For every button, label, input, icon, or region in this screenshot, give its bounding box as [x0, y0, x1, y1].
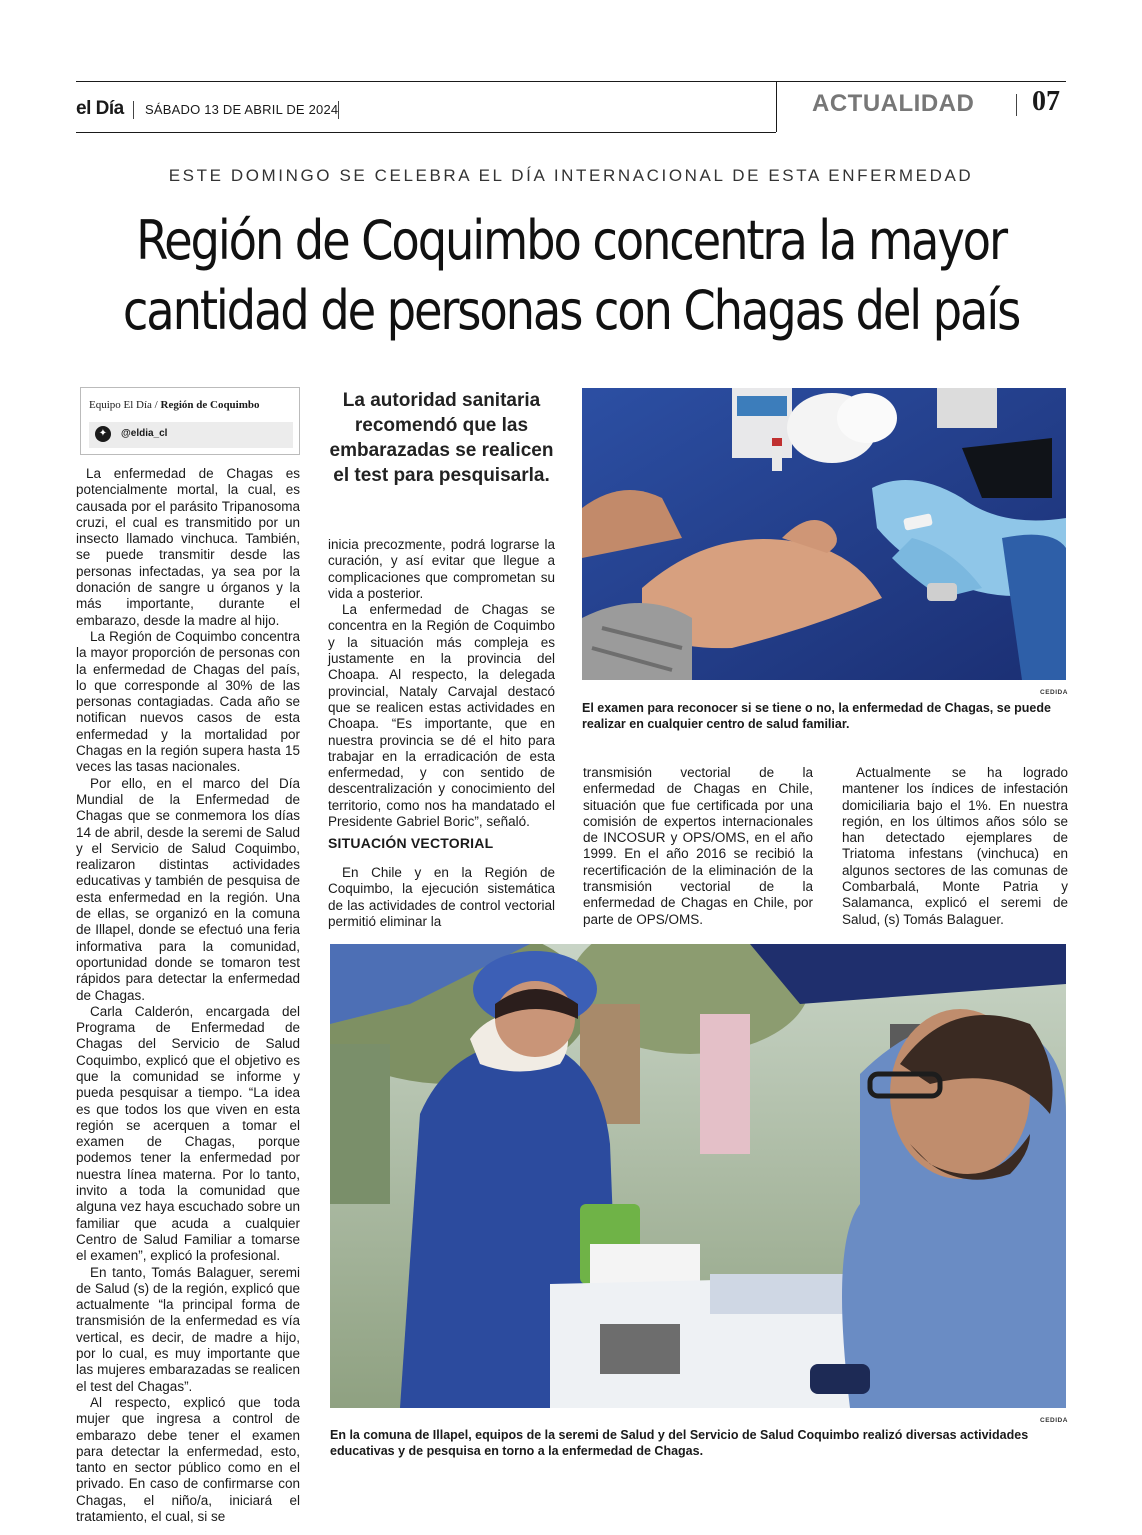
byline	[89, 399, 260, 411]
paragraph: La enfermedad de Chagas se concentra en la Región de Coquimbo y la situación más compleja es justamente en la provincia del Choapa. Al respecto, la delegada provincial, Nataly Carvajal destacó que se realicen estas actividades en Choapa. “Es importante, que en nuestra provincia se dé el hito para trabajar en la erradicación de esta enfermedad, y con sentido de descentralización y conocimiento del territorio, como nos ha mandatado el Presidente Gabriel Boric”, señaló.	[328, 602, 555, 830]
paragraph: transmisión vectorial de la enfermedad de Chagas en Chile, situación que fue certificada por una comisión de expertos internacionales de INCOSUR y OPS/OMS, en el año 1999. En el año 2016 se recibió la recertificación de la eliminación de la transmisión vectorial de la enfermedad de Chagas en Chile, por parte de OPS/OMS.	[583, 765, 813, 927]
article-kicker: ESTE DOMINGO SE CELEBRA EL DÍA INTERNACIONAL DE ESTA ENFERMEDAD	[168, 166, 974, 185]
article-column-2-continued	[328, 865, 555, 930]
header-separator	[133, 101, 134, 119]
twitter-icon: ✦	[95, 426, 111, 442]
photo-community-fair-image	[330, 944, 1066, 1408]
newspaper-logo: el Día	[76, 98, 124, 119]
headline-line: cantidad de personas con Chagas del país	[122, 279, 1020, 342]
byline-social	[89, 422, 293, 448]
header-rule-bottom	[76, 132, 776, 133]
article-column-4	[842, 765, 1068, 928]
paragraph: inicia precozmente, podrá lograrse la curación, y así evitar que llegue a complicaciones que comprometan su vida a posterior.	[328, 537, 555, 601]
article-column-2	[328, 537, 555, 830]
byline-author: Equipo El Día /	[89, 399, 158, 411]
photo-credit: CEDIDA	[1040, 689, 1068, 696]
paragraph: La enfermedad de Chagas es potencialmente mortal, la cual, es causada por el parásito Tripanosoma cruzi, el cual es transmitido por un insecto llamado vinchuca. También, se puede transmitir desde las personas infectadas, ya sea por la donación de sangre u órganos y la más importante, durante el embarazo, desde la madre al hijo.	[76, 466, 300, 628]
paragraph: Carla Calderón, encargada del Programa de Enfermedad de Chagas del Servicio de Salud Coquimbo, explicó que el objetivo es que la comunidad se informe y pueda pesquisar a tiempo. “La idea es que todos los que viven en esta región se acerquen a tomar el examen de Chagas, porque podemos tener la enfermedad por nuestra línea materna. Por lo tanto, invito a toda la comunidad que alguna vez haya escuchado sobre un familiar que acuda a cualquier Centro de Salud Familiar a tomarse el examen”, explicó la profesional.	[76, 1003, 300, 1264]
article-column-1	[76, 466, 300, 1525]
byline-location: Región de Coquimbo	[160, 399, 260, 411]
publication-date: SÁBADO 13 DE ABRIL DE 2024	[145, 102, 339, 117]
paragraph: La Región de Coquimbo concentra la mayor proporción de personas con la enfermedad de Chagas del país, lo que corresponde al 30% de las personas contagiadas. Cada año se notifican nuevos casos de esta enfermedad y la mortalidad por Chagas en la región supera hasta 15 veces las tasas nacionales.	[76, 628, 300, 775]
photo-blood-test-image	[582, 388, 1066, 680]
header-separator	[1016, 94, 1017, 116]
paragraph: En tanto, Tomás Balaguer, seremi de Salud (s) de la región, explicó que actualmente “la principal forma de transmisión de la enfermedad es vía vertical, es decir, de madre a hijo, por lo cual, es muy importante que las mujeres embarazadas se realicen el test del Chagas”.	[76, 1264, 300, 1394]
section-subhead: SITUACIÓN VECTORIAL	[328, 835, 494, 851]
page-number: 07	[1032, 86, 1060, 117]
header-separator	[338, 101, 339, 119]
photo-blood-test	[582, 388, 1066, 680]
byline-box	[80, 387, 300, 455]
photo-credit: CEDIDA	[1040, 1417, 1068, 1424]
pull-quote: La autoridad sanitaria recomendó que las embarazadas se realicen el test para pesquisarla.	[329, 390, 554, 486]
paragraph: Al respecto, explicó que toda mujer que ingresa a control de embarazo debe tener el examen para detectar la enfermedad, esto, tanto en sector público como en el privado. En caso de confirmarse con Chagas, el niño/a, iniciará el tratamiento, el cual, si se	[76, 1394, 300, 1524]
photo-caption: El examen para reconocer si se tiene o no, la enfermedad de Chagas, se puede realizar en cualquier centro de salud familiar.	[582, 701, 1051, 731]
photo-community-fair	[330, 944, 1066, 1408]
section-name: ACTUALIDAD	[812, 90, 975, 117]
headline-line: Región de Coquimbo concentra la mayor	[136, 209, 1006, 272]
photo-caption: En la comuna de Illapel, equipos de la seremi de Salud y del Servicio de Salud Coquimbo realizó diversas actividades educativas y de pesquisa en torno a la enfermedad de Chagas.	[330, 1428, 1029, 1458]
header-rule-top	[76, 81, 1066, 82]
paragraph: En Chile y en la Región de Coquimbo, la ejecución sistemática de las actividades de control vectorial permitió eliminar la	[328, 865, 555, 929]
twitter-handle: @eldia_cl	[121, 428, 168, 439]
paragraph: Por ello, en el marco del Día Mundial de la Enfermedad de Chagas que se conmemora los días 14 de abril, desde la seremi de Salud y el Servicio de Salud Coquimbo, realizaron distintas actividades educativas y también de pesquisa de esta enfermedad en la región. Una de ellas, se organizó en la comuna de Illapel, donde se efectuó una feria informativa para la comunidad, oportunidad donde se tomaron test rápidos para detectar la enfermedad de Chagas.	[76, 775, 300, 1003]
article-headline	[114, 206, 1027, 346]
paragraph: Actualmente se ha logrado mantener los índices de infestación domiciliaria bajo el 1%. En nuestra región, en los últimos años sólo se han detectado ejemplares de Triatoma infestans (vinchuca) en algunos sectores de las comunas de Combarbalá, Monte Patria y Salamanca, explicó el seremi de Salud, (s) Tomás Balaguer.	[842, 765, 1068, 927]
article-column-3	[583, 765, 813, 928]
header-divider	[776, 81, 777, 132]
